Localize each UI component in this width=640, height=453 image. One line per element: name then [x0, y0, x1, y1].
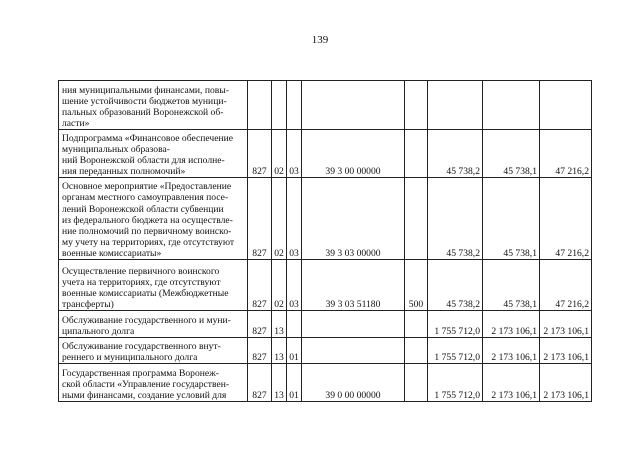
- year3-cell: 2 173 106,1: [540, 311, 592, 338]
- year2-cell: 45 738,1: [483, 178, 540, 260]
- row-name: ния муниципальными финансами, повы- шение устойчивости бюджетов муници- пальных образований Воронежской об- ласти»: [62, 84, 229, 129]
- row-name-cell: [59, 338, 248, 364]
- year1-cell: 1 755 712,0: [428, 311, 483, 338]
- rz-cell: 13: [272, 364, 287, 402]
- vr-cell: [405, 364, 428, 402]
- row-name-cell: [59, 81, 248, 130]
- pr-cell: 03: [287, 260, 302, 311]
- table-row: [59, 260, 592, 311]
- year2-cell: [483, 81, 540, 130]
- year1-cell: 1 755 712,0: [428, 338, 483, 364]
- year1-cell: 45 738,2: [428, 260, 483, 311]
- rz-cell: 02: [272, 130, 287, 178]
- year3-cell: 47 216,2: [540, 178, 592, 260]
- vr-cell: [405, 178, 428, 260]
- rz-cell: 02: [272, 260, 287, 311]
- rz-cell: 13: [272, 311, 287, 338]
- year2-cell: 2 173 106,1: [483, 338, 540, 364]
- row-name: Подпрограмма «Финансовое обеспечение муниципальных образова- ний Воронежской области для исполне- ния переданных полномочий»: [62, 132, 233, 177]
- rz-cell: 13: [272, 338, 287, 364]
- gr-cell: 827: [248, 178, 272, 260]
- table-row: [59, 338, 592, 364]
- csr-cell: 39 0 00 00000: [302, 364, 405, 402]
- row-name-cell: [59, 311, 248, 338]
- year3-cell: 47 216,2: [540, 260, 592, 311]
- gr-cell: 827: [248, 364, 272, 402]
- csr-cell: 39 3 03 51180: [302, 260, 405, 311]
- row-name: Обслуживание государственного внут- реннего и муниципального долга: [62, 340, 221, 363]
- pr-cell: [287, 81, 302, 130]
- year2-cell: 45 738,1: [483, 260, 540, 311]
- row-name: Государственная программа Воронеж- ской области «Управление государствен- ными финансами, создание условий для: [62, 367, 230, 401]
- csr-cell: [302, 311, 405, 338]
- vr-cell: 500: [405, 260, 428, 311]
- table-row: [59, 130, 592, 178]
- row-name-cell: [59, 130, 248, 178]
- row-name: Обслуживание государственного и муни- ципального долга: [62, 314, 231, 337]
- year1-cell: 45 738,2: [428, 178, 483, 260]
- row-name-cell: [59, 260, 248, 311]
- gr-cell: 827: [248, 260, 272, 311]
- pr-cell: 01: [287, 364, 302, 402]
- gr-cell: 827: [248, 130, 272, 178]
- pr-cell: [287, 311, 302, 338]
- table-row: [59, 364, 592, 402]
- vr-cell: [405, 130, 428, 178]
- table-row: [59, 178, 592, 260]
- gr-cell: 827: [248, 338, 272, 364]
- page-number: 139: [311, 34, 329, 46]
- csr-cell: 39 3 00 00000: [302, 130, 405, 178]
- year1-cell: [428, 81, 483, 130]
- year3-cell: 47 216,2: [540, 130, 592, 178]
- year2-cell: 45 738,1: [483, 130, 540, 178]
- table-row: [59, 81, 592, 130]
- row-name-cell: [59, 178, 248, 260]
- csr-cell: [302, 338, 405, 364]
- gr-cell: 827: [248, 311, 272, 338]
- table-row: [59, 311, 592, 338]
- year1-cell: 45 738,2: [428, 130, 483, 178]
- budget-table: [58, 80, 592, 402]
- vr-cell: [405, 81, 428, 130]
- row-name: Осуществление первичного воинского учета на территориях, где отсутствуют военные комиссариаты (Межбюджетные трансферты): [62, 265, 229, 310]
- csr-cell: [302, 81, 405, 130]
- year2-cell: 2 173 106,1: [483, 311, 540, 338]
- rz-cell: [272, 81, 287, 130]
- csr-cell: 39 3 03 00000: [302, 178, 405, 260]
- pr-cell: 01: [287, 338, 302, 364]
- gr-cell: [248, 81, 272, 130]
- pr-cell: 03: [287, 178, 302, 260]
- vr-cell: [405, 311, 428, 338]
- pr-cell: 03: [287, 130, 302, 178]
- year2-cell: 2 173 106,1: [483, 364, 540, 402]
- year1-cell: 1 755 712,0: [428, 364, 483, 402]
- vr-cell: [405, 338, 428, 364]
- row-name-cell: [59, 364, 248, 402]
- year3-cell: 2 173 106,1: [540, 364, 592, 402]
- row-name: Основное мероприятие «Предоставление органам местного самоуправления посе- лений Воронежской области субвенции из федерального бюджета на осуществле- ние полномочий по первичному воинско- му учету на территориях, где отсутствуют военные комиссариаты»: [62, 181, 235, 259]
- year3-cell: 2 173 106,1: [540, 338, 592, 364]
- year3-cell: [540, 81, 592, 130]
- rz-cell: 02: [272, 178, 287, 260]
